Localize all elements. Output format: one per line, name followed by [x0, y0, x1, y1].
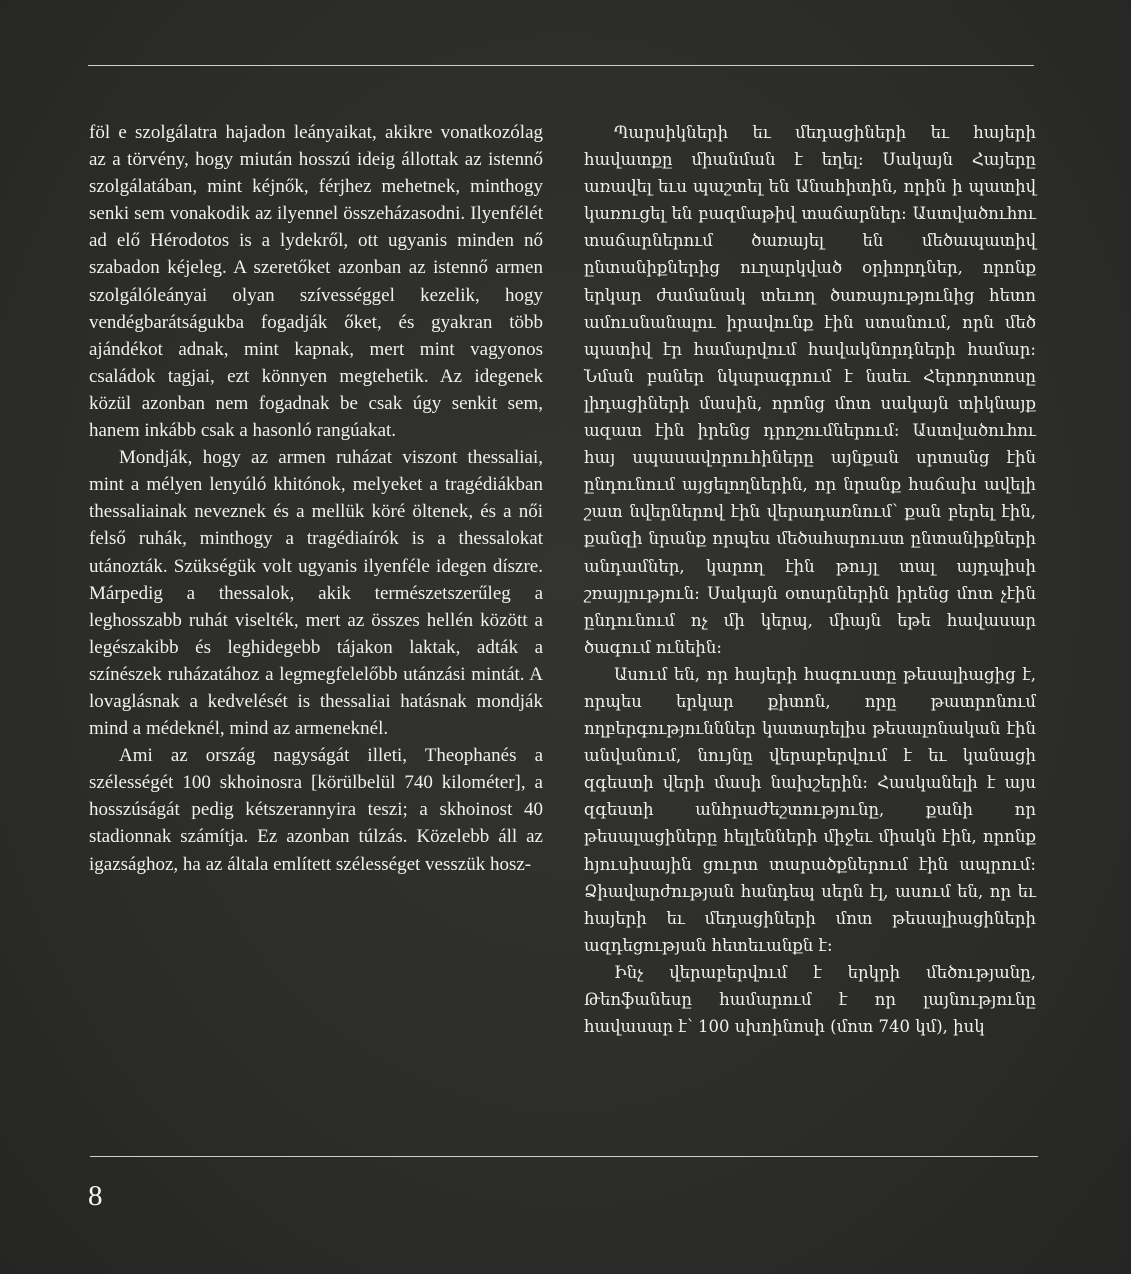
hungarian-text-column	[89, 119, 543, 878]
page-number: 8	[88, 1180, 103, 1212]
paragraph: föl e szolgálatra hajadon leányaikat, akikre vonatkozólag az a törvény, hogy miután hosszú ideig állottak az istennő szolgálatában, mint kéjnők, férjhez mehetnek, minthogy senki sem vonakodik az ilyennel összeházasodni. Ilyenfélét ad elő Hérodotos is a lydekről, ott ugyanis minden nő szabadon kéjeleg. A szeretőket azonban az istennő armen szolgálóleányai olyan szívességgel kezelik, hogy vendégbarátságukba fogadják őket, és gyakran több ajándékot adnak, mint kapnak, mert mint vagyonos családok tagjai, ezt könnyen megtehetik. Az idegenek közül azonban nem fogadnak be csak úgy senkit sem, hanem inkább csak a hasonló rangúakat.	[89, 122, 543, 442]
top-rule	[88, 65, 1034, 66]
paragraph: Ասում են, որ հայերի հագուստը թեսալիացից է, որպես երկար քիտոն, որը թատրոնում ողբերգությունններ կատարելիս թեսալոնական էին անվանում, նույնը վերաբերվում է եւ կանացի զգեստի վերի մասի նախշերին: Հասկանելի է այս զգեստի անհրաժեշտությունը, քանի որ թեսալացիները հելլենների միջեւ միակն էին, որոնք հյուսիսային ցուրտ տարածքներում էին ապրում: Ձիավարժության հանդեպ սերն էլ, ասում են, որ եւ հայերի եւ մեդացիների մոտ թեսալիացիների ազդեցության հետեւանքն է:	[584, 664, 1036, 955]
paragraph: Ami az ország nagyságát illeti, Theophanés a szélességét 100 skhoinosra [körülbelül 740 kilométer], a hosszúságát pedig kétszerannyira teszi; a skhoinost 40 stadionnak számítja. Ez azonban túlzás. Közelebb áll az igazsághoz, ha az általa említett szélességet vesszük hosz-	[89, 745, 543, 875]
paragraph: Mondják, hogy az armen ruházat viszont thessaliai, mint a mélyen lenyúló khitónok, melyeket a tragédiákban thessaliainak neveznek és a mellük köré öltenek, és a női felső ruhák, minthogy a tragédiaírók is a thessalokat utánozták. Szükségük volt ugyanis ilyenféle idegen díszre. Márpedig a thessalok, akik természetszerűleg a leghosszabb ruhát viselték, mert az összes hellén között a legészakibb és leghidegebb tájakon laktak, adták a színészek ruházatához a legmegfelelőbb utánzási mintát. A lovaglásnak a kedvelését is thessaliai hatásnak mondják mind a médeknél, mind az armeneknél.	[89, 447, 543, 740]
paragraph: Ինչ վերաբերվում է երկրի մեծությանը, Թեոֆանեսը համարում է որ լայնությունը հավասար է՝ 100 սխոինոսի (մոտ 740 կմ), իսկ	[584, 962, 1036, 1037]
bottom-rule	[90, 1156, 1038, 1157]
paragraph: Պարսիկների եւ մեդացիների եւ հայերի հավատքը միանման է եղել: Սակայն Հայերը առավել եւս պաշտել են Անահիտին, որին ի պատիվ կառուցել են բազմաթիվ տաճարներ: Աստվածուհու տաճարներում ծառայել են մեծապատիվ ընտանիքներից ուղարկված օրիորդներ, որոնք երկար ժամանակ տեւող ծառայությունից հետո ամուսնանալու իրավունք էին ստանում, որն մեծ պատիվ էր համարվում հավակնորդների համար: Նման բաներ նկարագրում է նաեւ Հերոդոտոսը լիդացիների մասին, որոնց մոտ սակայն տիկնայք ազատ էին իրենց դրոշումներում: Աստվածուհու հայ սպասավորուհիները այնքան սրտանց էին ընդունում այցելողներին, որ նրանք հաճախ ավելի շատ նվերներով էին վերադառնում՝ քան բերել էին, քանզի նրանք որպես մեծահարուստ ընտանիքների անդամներ, կարող էին թույլ տալ այդպիսի շռայլություն: Սակայն օտարներին իրենց մոտ չէին ընդունում ոչ մի կերպ, միայն եթե հավասար ծագում ունեին:	[584, 123, 1036, 657]
armenian-text-column	[584, 119, 1036, 1040]
